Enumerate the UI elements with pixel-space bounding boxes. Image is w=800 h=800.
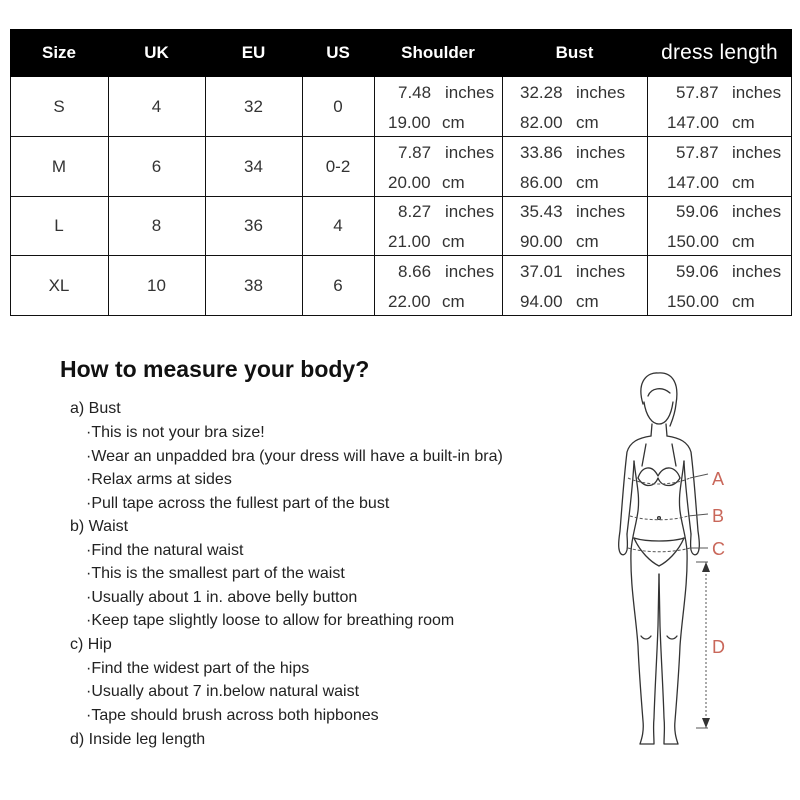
cell-shoulder-cm: 20.00 xyxy=(388,173,431,192)
guide-heading-hip: c) Hip xyxy=(70,636,112,653)
label-c: C xyxy=(712,539,725,559)
guide-line: ·Find the widest part of the hips xyxy=(86,660,310,677)
cell-shoulder-in: 8.27 xyxy=(398,202,432,221)
unit-inches: inches xyxy=(732,143,782,162)
cell-length-cm: 150.00 xyxy=(667,232,719,251)
cell-shoulder-cm: 21.00 xyxy=(388,232,431,251)
unit-cm: cm xyxy=(732,173,755,192)
cell-length-in: 59.06 xyxy=(676,262,719,281)
cell-uk: 6 xyxy=(151,157,162,176)
body-outline-icon xyxy=(596,366,746,766)
guide-heading-bust: a) Bust xyxy=(70,400,121,417)
unit-cm: cm xyxy=(442,292,465,311)
unit-cm: cm xyxy=(732,232,755,251)
guide-line: ·Tape should brush across both hipbones xyxy=(86,707,379,724)
unit-inches: inches xyxy=(576,143,626,162)
unit-inches: inches xyxy=(445,83,495,102)
guide-line: ·Keep tape slightly loose to allow for breathing room xyxy=(86,612,455,629)
cell-size: M xyxy=(51,157,67,176)
unit-cm: cm xyxy=(576,173,599,192)
unit-inches: inches xyxy=(445,202,495,221)
cell-uk: 8 xyxy=(151,216,162,235)
header-dress-length: dress length xyxy=(661,41,778,64)
unit-inches: inches xyxy=(445,143,495,162)
cell-size: L xyxy=(54,216,64,235)
unit-cm: cm xyxy=(576,232,599,251)
cell-bust-in: 35.43 xyxy=(520,202,563,221)
cell-uk: 10 xyxy=(147,276,166,295)
unit-cm: cm xyxy=(442,232,465,251)
header-shoulder: Shoulder xyxy=(401,43,475,62)
guide-line: ·This is not your bra size! xyxy=(86,424,265,441)
size-chart-table xyxy=(10,29,792,316)
cell-eu: 34 xyxy=(244,157,263,176)
unit-cm: cm xyxy=(576,113,599,132)
unit-inches: inches xyxy=(732,202,782,221)
cell-length-cm: 150.00 xyxy=(667,292,719,311)
cell-length-cm: 147.00 xyxy=(667,113,719,132)
arrow-up-icon xyxy=(702,562,710,572)
guide-line: ·Usually about 1 in. above belly button xyxy=(86,589,358,606)
cell-us: 0 xyxy=(333,97,343,116)
table-header xyxy=(10,29,792,77)
cell-us: 4 xyxy=(333,216,343,235)
label-d: D xyxy=(712,637,725,657)
header-bust: Bust xyxy=(555,43,594,62)
cell-shoulder-in: 7.87 xyxy=(398,143,432,162)
unit-inches: inches xyxy=(576,83,626,102)
label-b: B xyxy=(712,506,725,526)
arrow-down-icon xyxy=(702,718,710,728)
unit-inches: inches xyxy=(576,202,626,221)
cell-bust-cm: 86.00 xyxy=(520,173,563,192)
header-eu: EU xyxy=(241,43,266,62)
unit-cm: cm xyxy=(442,173,465,192)
cell-us: 0-2 xyxy=(325,157,351,176)
cell-bust-in: 37.01 xyxy=(520,262,563,281)
cell-size: XL xyxy=(48,276,70,295)
grid-line xyxy=(10,315,792,316)
unit-inches: inches xyxy=(732,262,782,281)
unit-cm: cm xyxy=(576,292,599,311)
guide-heading-waist: b) Waist xyxy=(70,518,129,535)
guide-line: ·Pull tape across the fullest part of the bust xyxy=(86,495,390,512)
cell-shoulder-cm: 19.00 xyxy=(388,113,431,132)
cell-bust-cm: 82.00 xyxy=(520,113,563,132)
guide-line: ·This is the smallest part of the waist xyxy=(86,565,345,582)
grid-line xyxy=(10,255,792,256)
cell-length-in: 57.87 xyxy=(676,83,719,102)
cell-size: S xyxy=(53,97,65,116)
guide-heading-leg: d) Inside leg length xyxy=(70,731,206,748)
header-uk: UK xyxy=(144,43,169,62)
cell-eu: 38 xyxy=(244,276,263,295)
cell-eu: 32 xyxy=(244,97,263,116)
cell-bust-in: 32.28 xyxy=(520,83,563,102)
cell-uk: 4 xyxy=(151,97,162,116)
unit-cm: cm xyxy=(732,292,755,311)
unit-inches: inches xyxy=(732,83,782,102)
cell-bust-in: 33.86 xyxy=(520,143,563,162)
guide-title: How to measure your body? xyxy=(60,356,370,382)
label-a: A xyxy=(712,469,725,489)
body-figure xyxy=(596,366,746,766)
cell-eu: 36 xyxy=(244,216,263,235)
grid-line xyxy=(10,196,792,197)
header-size: Size xyxy=(41,43,77,62)
table-body xyxy=(10,77,792,316)
unit-inches: inches xyxy=(445,262,495,281)
cell-length-cm: 147.00 xyxy=(667,173,719,192)
guide-line: ·Wear an unpadded bra (your dress will have a built-in bra) xyxy=(86,448,503,465)
cell-bust-cm: 94.00 xyxy=(520,292,563,311)
cell-shoulder-cm: 22.00 xyxy=(388,292,431,311)
unit-cm: cm xyxy=(442,113,465,132)
guide-line: ·Usually about 7 in.below natural waist xyxy=(86,683,360,700)
grid-line xyxy=(10,136,792,137)
guide-line: ·Relax arms at sides xyxy=(86,471,232,488)
cell-length-in: 57.87 xyxy=(676,143,719,162)
cell-us: 6 xyxy=(333,276,343,295)
unit-cm: cm xyxy=(732,113,755,132)
cell-length-in: 59.06 xyxy=(676,202,719,221)
cell-shoulder-in: 8.66 xyxy=(398,262,432,281)
header-us: US xyxy=(326,43,350,62)
unit-inches: inches xyxy=(576,262,626,281)
guide-line: ·Find the natural waist xyxy=(86,542,244,559)
cell-shoulder-in: 7.48 xyxy=(398,83,432,102)
cell-bust-cm: 90.00 xyxy=(520,232,563,251)
